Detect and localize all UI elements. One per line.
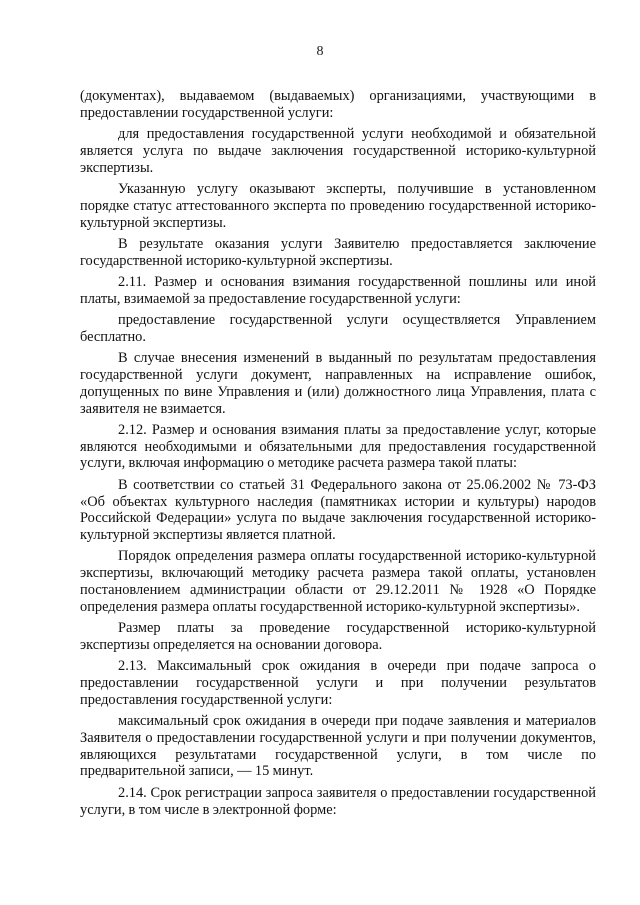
section-2-11-heading: 2.11. Размер и основания взимания государственной пошлины или иной платы, взимаемой за предоставление государственной услуги: (80, 273, 596, 307)
section-2-14-heading: 2.14. Срок регистрации запроса заявителя о предоставлении государственной услуги, в том числе в электронной форме: (80, 784, 596, 818)
document-body (80, 88, 596, 823)
paragraph: Размер платы за проведение государственной историко-культурной экспертизы определяется на основании договора. (80, 620, 596, 653)
paragraph: В результате оказания услуги Заявителю предоставляется заключение государственной историко-культурной экспертизы. (80, 235, 596, 269)
section-2-13-heading: 2.13. Максимальный срок ожидания в очереди при подаче запроса о предоставлении государственной услуги и при получении результатов предоставления государственной услуги: (80, 658, 596, 708)
paragraph: Указанную услугу оказывают эксперты, получившие в установленном порядке статус аттестованного эксперта по проведению государственной историко-культурной экспертизы. (80, 180, 596, 231)
paragraph: предоставление государственной услуги осуществляется Управлением бесплатно. (80, 312, 596, 345)
section-2-12-heading: 2.12. Размер и основания взимания платы за предоставление услуг, которые являются необходимыми и обязательными для предоставления государственной услуги, включая информацию о методике расчета размера такой платы: (80, 421, 596, 472)
paragraph: (документах), выдаваемом (выдаваемых) организациями, участвующими в предоставлении государственной услуги: (80, 88, 596, 121)
paragraph: максимальный срок ожидания в очереди при подаче заявления и материалов Заявителя о предоставлении государственной услуги и при получении документов, являющихся результатами государственной услуги, в том числе по предварительной записи, — 15 минут. (80, 713, 596, 780)
paragraph: Порядок определения размера оплаты государственной историко-культурной экспертизы, включающий методику расчета размера такой оплаты, установлен постановлением администрации области от 29.12.2011 № 1928 «О Порядке определения размера оплаты государственной историко-культурной экспертизы». (80, 548, 596, 615)
page-number: 8 (316, 44, 324, 59)
paragraph: В соответствии со статьей 31 Федерального закона от 25.06.2002 № 73-ФЗ «Об объектах культурного наследия (памятниках истории и культуры) народов Российской Федерации» услуга по выдаче заключения государственной историко-культурной экспертизы является платной. (80, 476, 596, 544)
paragraph: В случае внесения изменений в выданный по результатам предоставления государственной услуги документ, направленных на исправление ошибок, допущенных по вине Управления и (или) должностного лица Управления, плата с заявителя не взимается. (80, 350, 596, 417)
paragraph: для предоставления государственной услуги необходимой и обязательной является услуга по выдаче заключения государственной историко-культурной экспертизы. (80, 126, 596, 176)
